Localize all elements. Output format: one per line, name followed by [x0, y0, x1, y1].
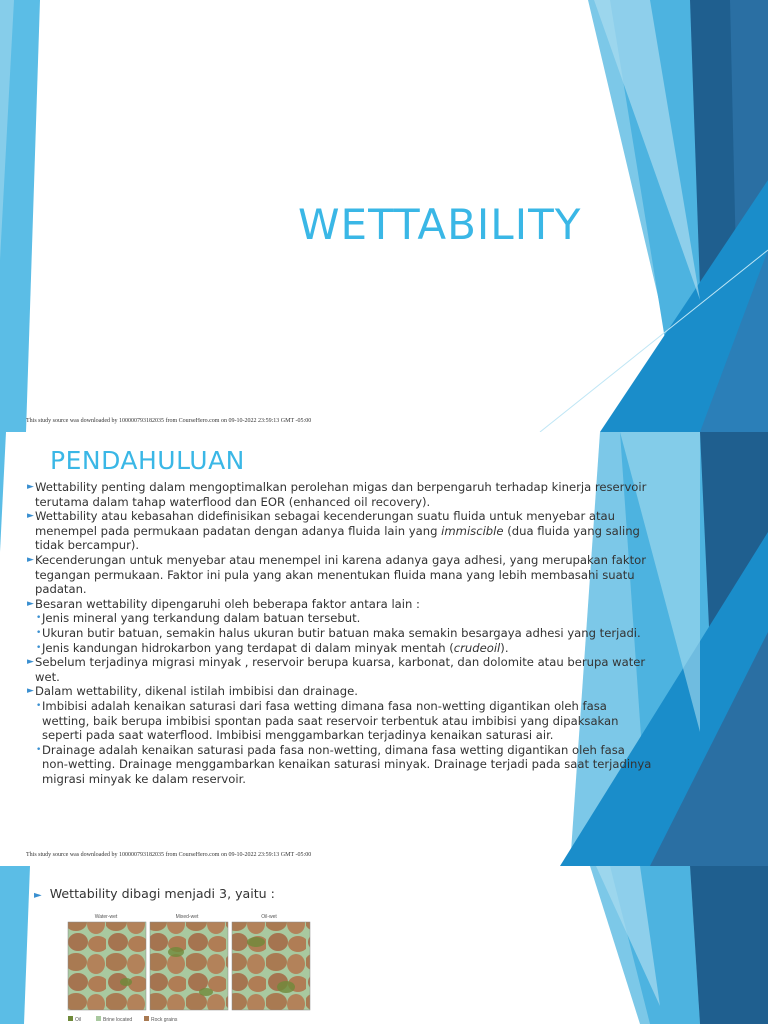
list-item: ► Besaran wettability dipengaruhi oleh beberapa faktor antara lain :	[27, 596, 420, 611]
list-item: ► Dalam wettability, dikenal istilah imbibisi dan drainage.	[27, 684, 358, 699]
panel-label: Oil-wet	[261, 914, 277, 920]
left-accent-shape	[0, 866, 30, 1024]
panel-mixed-wet	[150, 922, 228, 1010]
panel-label: Water-wet	[94, 914, 118, 920]
oil-patch	[199, 988, 213, 996]
wettability-figure	[66, 912, 312, 1024]
list-subitem: • Jenis mineral yang terkandung dalam batuan tersebut.	[36, 611, 361, 626]
list-item: ► Wettability penting dalam mengoptimalkan perolehan migas dan berpengaruh terhadap kinerja reservoir terutama dalam tahap waterflood dan EOR (enhanced oil recovery).	[27, 480, 647, 509]
oil-patch	[277, 981, 295, 993]
legend-label: Rock grains	[151, 1017, 178, 1023]
slide-title-text: WETTABILITY	[298, 200, 582, 249]
list-item: ► Sebelum terjadinya migrasi minyak , reservoir berupa kuarsa, karbonat, dan dolomite atau berupa water wet.	[27, 655, 646, 684]
oil-patch	[120, 978, 132, 986]
slide-pendahuluan	[0, 432, 768, 866]
legend-label: Oil	[75, 1017, 82, 1023]
section-title: PENDAHULUAN	[50, 446, 245, 475]
legend-swatch-rock	[144, 1016, 149, 1021]
triangle-right-icon: ►	[27, 554, 34, 565]
list-subitem: • Jenis kandungan hidrokarbon yang terdapat di dalam minyak mentah (crudeoil).	[36, 640, 509, 655]
triangle-right-icon: ►	[27, 511, 34, 522]
legend-swatch-oil	[68, 1016, 73, 1021]
list-item: ► Kecenderungan untuk menyebar atau menempel ini karena adanya gaya adhesi, yang merupakan faktor tegangan permukaan. Faktor ini pula yang akan menentukan fluida mana yang lebih membasahi suatu padatan.	[27, 552, 646, 597]
triangle-right-icon: ►	[34, 890, 42, 901]
triangle-right-icon: ►	[27, 686, 34, 697]
list-subitem: • Imbibisi adalah kenaikan saturasi dari fasa wetting dimana fasa non-wetting digantikan oleh fasa wetting, baik berupa imbibisi spontan pada saat reservoir terbentuk atau imbibisi yang dipaksakan seperti pada saat waterflood. Imbibisi menggambarkan terjadinya kenaikan saturasi air.	[36, 698, 619, 743]
small-dot-icon: •	[36, 642, 42, 653]
right-accent-dark	[690, 866, 768, 1024]
panel-oil-wet	[232, 922, 310, 1010]
small-dot-icon: •	[36, 744, 42, 755]
oil-patch	[168, 947, 184, 957]
legend-swatch-brine	[96, 1016, 101, 1021]
panel-label: Mixed-wet	[175, 914, 199, 920]
triangle-right-icon: ►	[27, 482, 34, 492]
panel-water-wet	[68, 922, 146, 1010]
slide-wettability-types	[0, 866, 768, 1024]
bullet-list	[27, 480, 652, 786]
bullet-row: ► Wettability dibagi menjadi 3, yaitu :	[34, 886, 275, 901]
watermark-text: This study source was downloaded by 100000793182035 from CourseHero.com on 09-10-2022 23:59:13 GMT -05:00	[26, 418, 312, 424]
list-item: ► Wettability atau kebasahan didefinisikan sebagai kecenderungan suatu fluida untuk menyebar atau menempel pada permukaan padatan dengan adanya fluida lain yang immiscible (dua fluida yang saling tidak bercampur).	[27, 509, 640, 553]
left-accent-shape	[0, 432, 6, 552]
triangle-right-icon: ►	[27, 598, 34, 609]
small-dot-icon: •	[36, 700, 42, 711]
small-dot-icon: •	[36, 627, 42, 638]
slide-title	[0, 0, 768, 432]
list-subitem: • Drainage adalah kenaikan saturasi pada fasa non-wetting, dimana fasa wetting digantikan oleh fasa non-wetting. Drainage menggambarkan kenaikan saturasi minyak. Drainage terjadi pada saat terjadinya migrasi minyak ke dalam reservoir.	[36, 742, 652, 786]
oil-patch	[247, 937, 265, 947]
small-dot-icon: •	[36, 613, 42, 624]
watermark-text: This study source was downloaded by 100000793182035 from CourseHero.com on 09-10-2022 23:59:13 GMT -05:00	[26, 852, 312, 858]
triangle-right-icon: ►	[27, 657, 34, 668]
list-subitem: • Ukuran butir batuan, semakin halus ukuran butir batuan maka semakin besargaya adhesi yang terjadi.	[36, 625, 641, 640]
legend-label: Brine located	[103, 1017, 133, 1023]
